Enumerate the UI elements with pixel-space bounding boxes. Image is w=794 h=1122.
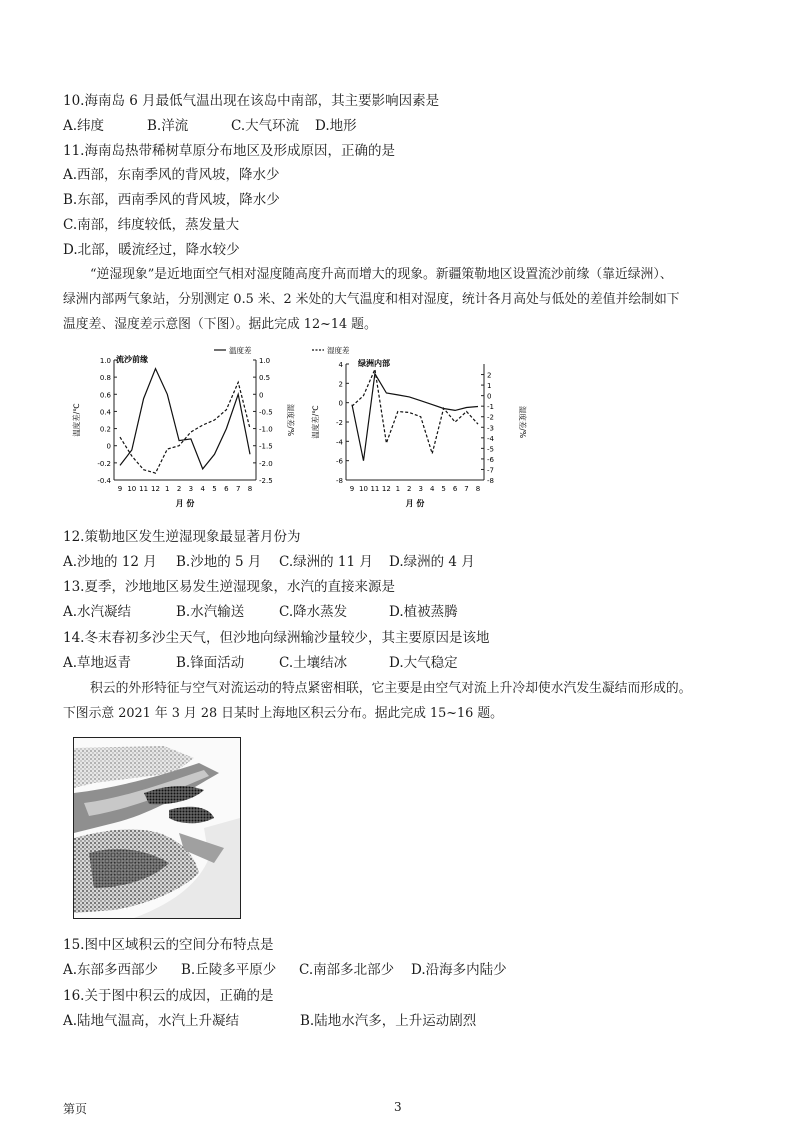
x-tick-label: 7 <box>464 485 469 493</box>
series-line-temperature <box>120 369 250 469</box>
x-axis-label: 月 份 <box>175 499 195 508</box>
x-tick-label: 4 <box>200 485 205 493</box>
y2-tick-label: -5 <box>487 445 494 454</box>
x-tick-label: 1 <box>395 485 401 493</box>
x-axis-label: 月 份 <box>405 499 425 508</box>
y2-tick-label: -1.0 <box>259 425 273 434</box>
y-tick-label: 4 <box>338 361 343 369</box>
x-tick-label: 3 <box>188 485 194 493</box>
legend-label: 温度差 <box>229 346 252 355</box>
passage-1-line: 温度差、湿度差示意图（下图）。据此完成 12~14 题。 <box>63 317 377 332</box>
chart-sand-edge <box>66 342 296 514</box>
y-tick-label: 0.2 <box>99 425 111 434</box>
question-12-stem: 12.策勒地区发生逆湿现象最显著月份为 <box>63 529 301 545</box>
option: A.东部多西部少 <box>63 962 159 978</box>
x-tick-label: 8 <box>475 485 481 493</box>
option: B.锋面活动 <box>176 655 245 671</box>
option: D.绿洲的 4 月 <box>389 554 475 570</box>
x-tick-label: 2 <box>176 485 182 493</box>
y2-tick-label: -6 <box>487 455 494 464</box>
passage-1-line: 绿洲内部两气象站，分别测定 0.5 米、2 米处的大气温度和相对湿度，统计各月高处与低处的差值并绘制如下 <box>63 292 680 307</box>
series-line-humidity <box>120 382 250 473</box>
option: C.南部多北部少 <box>299 962 395 978</box>
series-line-humidity <box>352 369 478 453</box>
x-tick-label: 3 <box>418 485 423 493</box>
y2-tick-label: -1 <box>487 403 494 412</box>
y2-tick-label: 0.5 <box>259 374 271 383</box>
option: C.绿洲的 11 月 <box>279 554 373 570</box>
page-number: 3 <box>394 1100 402 1114</box>
x-tick-label: 12 <box>381 485 391 493</box>
option: B.丘陵多平原少 <box>181 962 277 978</box>
option: B.沙地的 5 月 <box>176 554 262 570</box>
legend-label: 湿度差 <box>327 346 350 355</box>
y-tick-label: 0 <box>106 442 111 451</box>
option: A.水汽凝结 <box>63 604 132 620</box>
x-tick-label: 6 <box>452 485 458 493</box>
y-tick-label: 0.6 <box>99 391 111 400</box>
question-13-options <box>63 603 458 621</box>
y2-tick-label: -0.5 <box>259 408 273 417</box>
question-14-options <box>63 654 458 672</box>
passage-2-line: 下图示意 2021 年 3 月 28 日某时上海地区积云分布。据此完成 15~16 题。 <box>63 706 503 721</box>
x-tick-label: 8 <box>247 485 253 493</box>
question-15-options <box>63 961 507 979</box>
question-10-options <box>63 117 357 135</box>
option: A.陆地气温高，水汽上升凝结 <box>63 1013 240 1029</box>
x-tick-label: 7 <box>235 485 241 493</box>
option: C.土壤结冰 <box>279 655 348 671</box>
option: B.洋流 <box>147 118 189 134</box>
y2-tick-label: -8 <box>487 477 494 485</box>
question-11-option-b: B.东部，西南季风的背风坡，降水少 <box>63 192 280 208</box>
option: D.沿海多内陆少 <box>411 962 507 978</box>
footer-label: 第页 <box>63 1102 88 1116</box>
option: A.沙地的 12 月 <box>63 554 157 570</box>
x-tick-label: 9 <box>117 485 123 493</box>
x-tick-label: 1 <box>165 485 170 493</box>
y2-axis-label: 湿度差/% <box>518 405 527 439</box>
question-11-option-d: D.北部，暖流经过，降水较少 <box>63 242 240 258</box>
y-tick-label: 1.0 <box>99 357 111 365</box>
question-10-stem: 10.海南岛 6 月最低气温出现在该岛中南部，其主要影响因素是 <box>63 93 440 109</box>
y2-tick-label: 0 <box>487 392 492 401</box>
option: B.水汽输送 <box>176 604 245 620</box>
option: B.陆地水汽多，上升运动剧烈 <box>300 1013 477 1029</box>
y-tick-label: 0.4 <box>99 408 111 417</box>
y-tick-label: -2 <box>336 419 343 427</box>
x-tick-label: 10 <box>127 485 137 493</box>
y-tick-label: -4 <box>336 438 343 447</box>
y-tick-label: -8 <box>336 477 343 485</box>
question-14-stem: 14.冬末春初多沙尘天气，但沙地向绿洲输沙量较少，其主要原因是该地 <box>63 630 490 646</box>
y2-tick-label: -7 <box>487 466 494 475</box>
question-13-stem: 13.夏季，沙地地区易发生逆湿现象，水汽的直接来源是 <box>63 579 395 595</box>
y-tick-label: -0.4 <box>97 477 111 485</box>
option: A.草地返青 <box>63 655 132 671</box>
question-11-option-c: C.南部，纬度较低，蒸发量大 <box>63 217 240 233</box>
question-11-stem: 11.海南岛热带稀树草原分布地区及形成原因，正确的是 <box>63 143 395 159</box>
y-tick-label: -6 <box>336 457 343 466</box>
chart-oasis-interior <box>310 342 530 514</box>
x-tick-label: 9 <box>349 485 355 493</box>
series-line-temperature <box>352 374 478 461</box>
x-tick-label: 4 <box>429 485 435 493</box>
y-tick-label: 2 <box>338 380 343 389</box>
y-tick-label: 0 <box>338 399 343 408</box>
y2-tick-label: -2.0 <box>259 459 273 468</box>
y-axis-label: 温度差/℃ <box>311 405 320 439</box>
chart-title: 绿洲内部 <box>358 359 390 368</box>
x-tick-label: 11 <box>370 485 380 493</box>
y2-tick-label: 1.0 <box>259 357 271 365</box>
question-12-options <box>63 553 475 571</box>
option: A.纬度 <box>63 118 105 134</box>
x-tick-label: 5 <box>212 485 217 493</box>
x-tick-label: 12 <box>150 485 160 493</box>
option: D.植被蒸腾 <box>389 604 458 620</box>
x-tick-label: 5 <box>441 485 446 493</box>
y2-tick-label: -4 <box>487 434 494 443</box>
y2-tick-label: -1.5 <box>259 442 273 451</box>
y-axis-label: 温度差/℃ <box>72 403 81 437</box>
y2-tick-label: 2 <box>487 371 492 380</box>
y2-tick-label: -2 <box>487 413 494 422</box>
question-15-stem: 15.图中区域积云的空间分布特点是 <box>63 937 274 953</box>
passage-1-line: “逆湿现象”是近地面空气相对湿度随高度升高而增大的现象。新疆策勒地区设置流沙前缘（靠近绿洲）、 <box>90 267 673 282</box>
option: D.大气稳定 <box>389 655 458 671</box>
y2-tick-label: 0 <box>259 391 264 400</box>
x-tick-label: 6 <box>224 485 229 493</box>
chart-title: 流沙前缘 <box>116 355 148 364</box>
cumulus-cloud-map <box>73 737 241 919</box>
y2-tick-label: 1 <box>487 382 492 391</box>
option: D.地形 <box>315 118 357 134</box>
y2-axis-label: 湿度差/% <box>286 403 295 437</box>
passage-2-line: 积云的外形特征与空气对流运动的特点紧密相联，它主要是由空气对流上升冷却使水汽发生凝结而形成的。 <box>90 681 692 696</box>
y2-tick-label: -2.5 <box>259 477 273 485</box>
option: C.降水蒸发 <box>279 604 348 620</box>
shanghai-cloud-image <box>74 738 240 918</box>
question-11-option-a: A.西部，东南季风的背风坡，降水少 <box>63 167 280 183</box>
x-tick-label: 11 <box>139 485 149 493</box>
y-tick-label: -0.2 <box>97 459 111 468</box>
question-16-stem: 16.关于图中积云的成因，正确的是 <box>63 988 274 1004</box>
y-tick-label: 0.8 <box>99 374 111 383</box>
y2-tick-label: -3 <box>487 424 494 433</box>
x-tick-label: 2 <box>407 485 412 493</box>
option: C.大气环流 <box>231 118 300 134</box>
question-16-options <box>63 1012 476 1030</box>
x-tick-label: 10 <box>358 485 368 493</box>
